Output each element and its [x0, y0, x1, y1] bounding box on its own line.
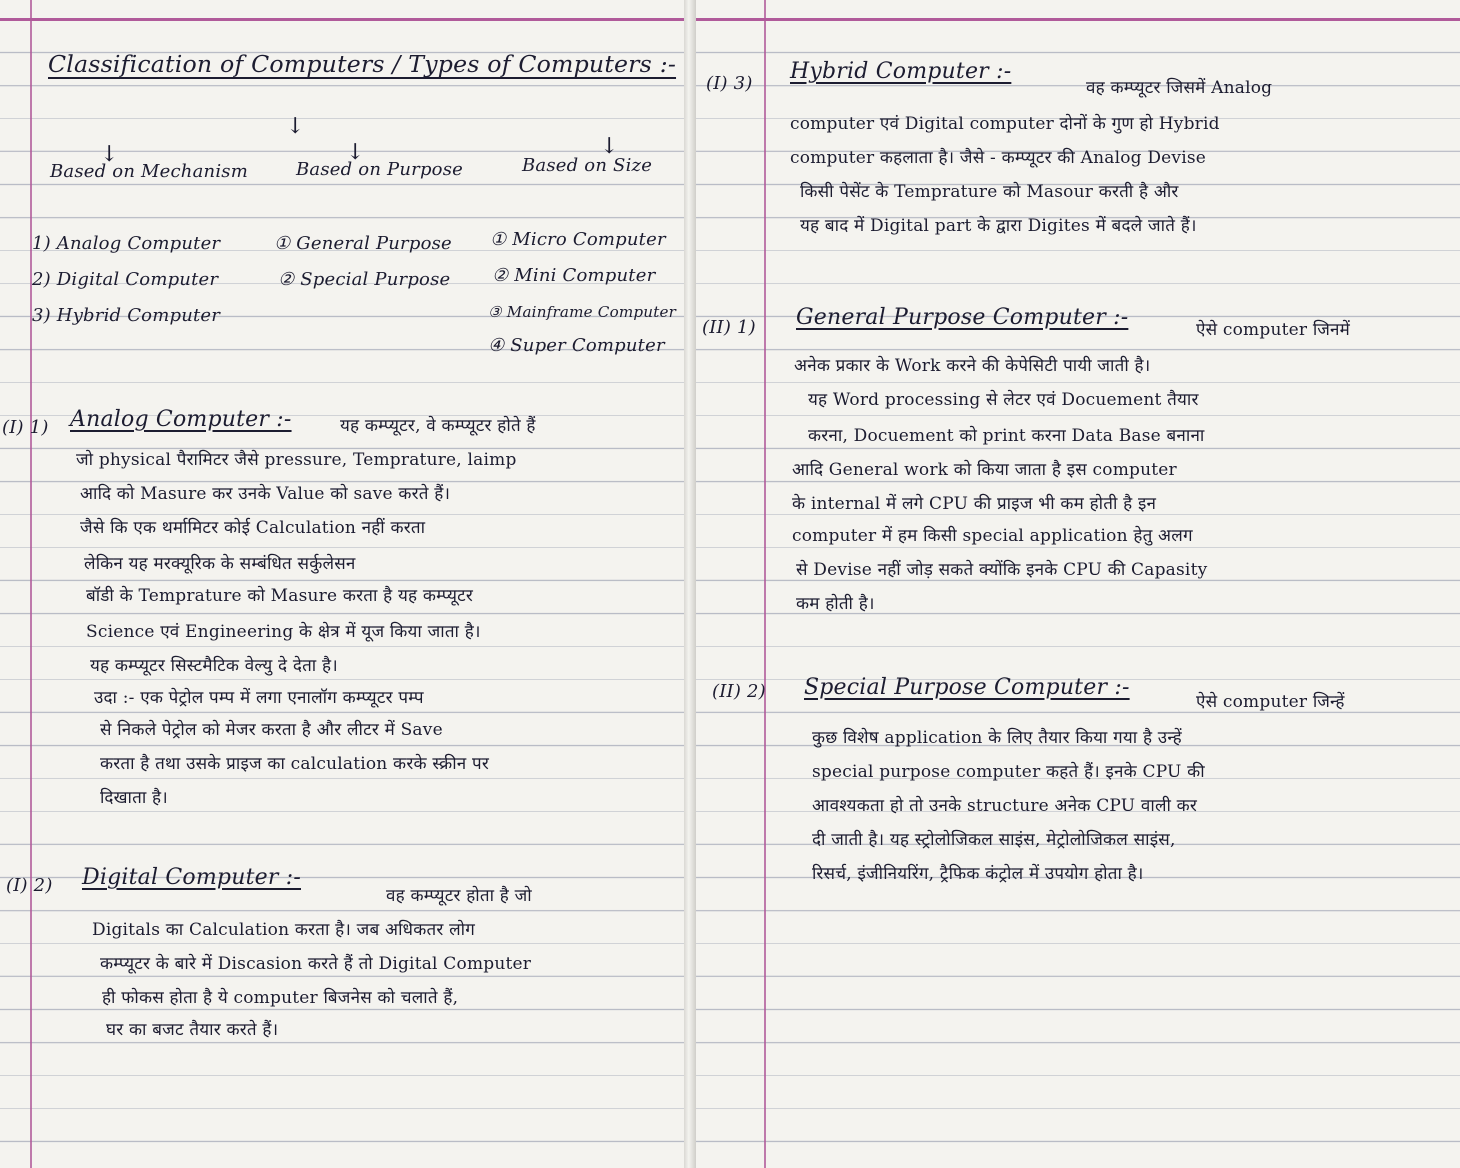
general-line: यह Word processing से लेटर एवं Docuement तैयार	[808, 390, 1199, 410]
hybrid-heading: Hybrid Computer :-	[790, 59, 1012, 84]
hybrid-line: यह बाद में Digital part के द्वारा Digites में बदले जाते हैं।	[800, 216, 1197, 236]
digital-line: ही फोकस होता है ये computer बिजनेस को चलाते हैं,	[102, 988, 459, 1008]
analog-line: करता है तथा उसके प्राइज का calculation करके स्क्रीन पर	[100, 754, 490, 774]
special-line: ऐसे computer जिन्हें	[1196, 692, 1345, 712]
down-arrow-icon: ↓	[346, 140, 365, 165]
category-mechanism: Based on Mechanism	[50, 161, 248, 182]
digital-line: वह कम्प्यूटर होता है जो	[386, 886, 532, 906]
page-title: Classification of Computers / Types of Computers :-	[48, 50, 677, 78]
analog-line: से निकले पेट्रोल को मेजर करता है और लीटर में Save	[100, 720, 443, 740]
general-marker: (II) 1)	[702, 317, 756, 338]
category-purpose: Based on Purpose	[296, 159, 464, 180]
down-arrow-icon: ↓	[100, 142, 119, 167]
category-size: Based on Size	[522, 155, 653, 176]
analog-line: यह कम्प्यूटर सिस्टमैटिक वेल्यु दे देता है।	[90, 656, 338, 676]
analog-line: बॉडी के Temprature को Masure करता है यह कम्प्यूटर	[86, 586, 474, 606]
general-line: अनेक प्रकार के Work करने की केपेसिटी पायी जाती है।	[794, 356, 1151, 376]
purpose-item: ① General Purpose	[274, 233, 452, 254]
mechanism-item: 3) Hybrid Computer	[32, 305, 221, 326]
special-heading: Special Purpose Computer :-	[804, 675, 1130, 700]
special-line: special purpose computer कहते हैं। इनके CPU की	[812, 762, 1205, 782]
mechanism-item: 2) Digital Computer	[32, 269, 219, 290]
notebook-gutter	[684, 0, 696, 1168]
analog-line: दिखाता है।	[100, 788, 168, 808]
analog-line: लेकिन यह मरक्यूरिक के सम्बंधित सर्कुलेसन	[84, 554, 356, 574]
special-line: आवश्यकता हो तो उनके structure अनेक CPU वाली कर	[812, 796, 1198, 816]
digital-heading: Digital Computer :-	[82, 865, 301, 890]
general-line: computer में हम किसी special application हेतु अलग	[792, 526, 1193, 546]
size-item: ① Micro Computer	[490, 229, 666, 250]
hybrid-marker: (I) 3)	[706, 73, 753, 94]
digital-marker: (I) 2)	[6, 875, 53, 896]
hybrid-line: किसी पेसेंट के Temprature को Masour करती है और	[800, 182, 1179, 202]
mechanism-item: 1) Analog Computer	[32, 233, 221, 254]
purpose-item: ② Special Purpose	[278, 269, 451, 290]
size-item: ③ Mainframe Computer	[488, 303, 677, 321]
analog-line: जैसे कि एक थर्मामिटर कोई Calculation नहीं करता	[80, 518, 426, 538]
general-line: करना, Docuement को print करना Data Base बनाना	[808, 426, 1205, 446]
analog-heading: Analog Computer :-	[70, 407, 292, 432]
hybrid-line: computer एवं Digital computer दोनों के गुण हो Hybrid	[790, 114, 1220, 134]
down-arrow-icon: ↓	[286, 114, 305, 139]
left-page	[0, 0, 684, 1168]
hybrid-line: computer कहलाता है। जैसे - कम्प्यूटर की Analog Devise	[790, 148, 1207, 168]
analog-marker: (I) 1)	[2, 417, 49, 438]
general-heading: General Purpose Computer :-	[796, 305, 1129, 330]
general-line: आदि General work को किया जाता है इस computer	[792, 460, 1177, 480]
digital-line: घर का बजट तैयार करते हैं।	[106, 1020, 279, 1040]
analog-line: उदा :- एक पेट्रोल पम्प में लगा एनालॉग कम्प्यूटर पम्प	[94, 688, 424, 708]
special-marker: (II) 2)	[712, 681, 766, 702]
size-item: ④ Super Computer	[488, 335, 665, 356]
special-line: कुछ विशेष application के लिए तैयार किया गया है उन्हें	[812, 728, 1182, 748]
hybrid-line: वह कम्प्यूटर जिसमें Analog	[1086, 78, 1273, 98]
analog-line: आदि को Masure कर उनके Value को save करते हैं।	[80, 484, 451, 504]
digital-line: Digitals का Calculation करता है। जब अधिकतर लोग	[92, 920, 476, 940]
size-item: ② Mini Computer	[492, 265, 656, 286]
special-line: दी जाती है। यह स्ट्रोलोजिकल साइंस, मेट्रोलोजिकल साइंस,	[812, 830, 1176, 850]
digital-line: कम्प्यूटर के बारे में Discasion करते हैं तो Digital Computer	[100, 954, 532, 974]
analog-line: यह कम्प्यूटर, वे कम्प्यूटर होते हैं	[340, 416, 536, 436]
down-arrow-icon: ↓	[600, 134, 619, 159]
analog-line: जो physical पैरामिटर जैसे pressure, Temprature, laimp	[76, 450, 517, 470]
analog-line: Science एवं Engineering के क्षेत्र में यूज किया जाता है।	[86, 622, 481, 642]
general-line: के internal में लगे CPU की प्राइज भी कम होती है इन	[792, 494, 1157, 514]
special-line: रिसर्च, इंजीनियरिंग, ट्रैफिक कंट्रोल में उपयोग होता है।	[812, 864, 1144, 884]
general-line: ऐसे computer जिनमें	[1196, 320, 1351, 340]
right-page	[696, 0, 1460, 1168]
general-line: कम होती है।	[796, 594, 875, 614]
general-line: से Devise नहीं जोड़ सकते क्योंकि इनके CPU की Capasity	[796, 560, 1208, 580]
